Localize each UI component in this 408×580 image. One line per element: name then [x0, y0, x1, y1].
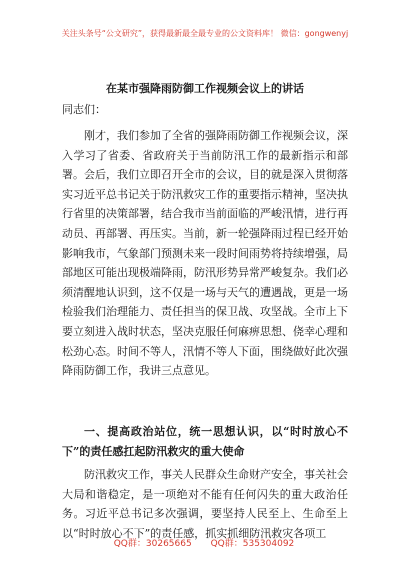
footer-qq: [0, 538, 408, 550]
paragraph-1: 刚才，我们参加了全省的强降雨防御工作视频会议，深入学习了省委、省政府关于当前防汛工作的最新指示和部署。会后，我们立即召开全市的会议，目的就是深入贯彻落实习近平总书记关于防汛救灾工作的重要指示精神，坚决执行省里的决策部署，结合我市当前面临的严峻汛情，进行再动员、再部署、再压实。当前，新一轮强降雨过程已经开始影响我市，气象部门预测未来一段时间雨势将持续增强，局部地区可能出现极端降雨，防汛形势异常严峻复杂。我们必须清醒地认识到，这不仅是一场与天气的遭遇战，更是一场检验我们治理能力、责任担当的保卫战、攻坚战。全市上下要立刻进入战时状态，坚决克服任何麻痹思想、侥幸心理和松劲心态。时间不等人，汛情不等人下面，围绕做好此次强降雨防御工作，我讲三点意见。: [62, 129, 348, 378]
header-banner: 关注头条号“公文研究”，获得最新最全最专业的公文资料库！ 微信：gongwenyj: [61, 29, 349, 38]
paragraph-2: 防汛救灾工作，事关人民群众生命财产安全，事关社会大局和谐稳定，是一项绝对不能有任何闪失的重大政治任务。习近平总书记多次强调，要坚持人民至上、生命至上以“时时放心不下”的责任感，抓实抓细防汛救灾各项工: [62, 468, 348, 540]
document-title: 在某市强降雨防御工作视频会议上的讲话: [106, 82, 304, 95]
section-heading-1: 一、提高政治站位，统一思想认识，以“时时放心不下”的责任感扛起防汛救灾的重大使命: [62, 425, 348, 458]
footer-qq-group-1: QQ群：30265665: [113, 539, 192, 549]
salutation: 同志们：: [62, 103, 106, 116]
footer-qq-group-2: QQ群：535304092: [210, 539, 295, 549]
